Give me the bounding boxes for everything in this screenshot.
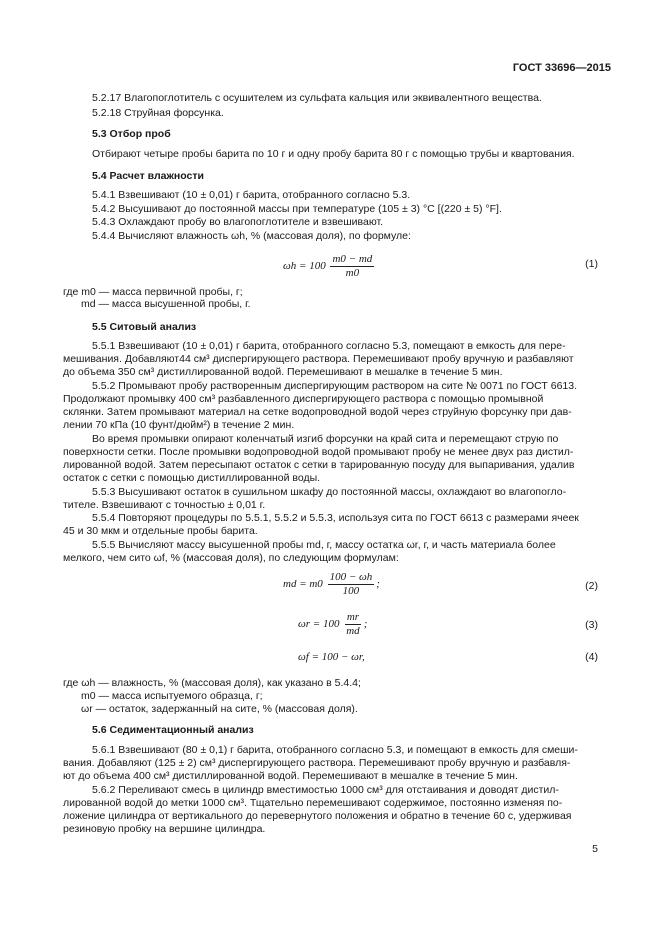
paragraph-line: лении 70 кПа (10 фунт/дюйм²) в течение 2 мин. <box>63 419 295 431</box>
paragraph-line: тителе. Взвешивают с точностью ± 0,01 г. <box>63 499 266 511</box>
document-header: ГОСТ 33696—2015 <box>512 62 611 74</box>
section-title-5-3: 5.3 Отбор проб <box>92 128 171 140</box>
formula-denominator: 100 <box>342 585 360 597</box>
paragraph-line: Во время промывки опирают коленчатый изгиб форсунки на край сита и перемещают струю по <box>92 433 559 445</box>
where-line: где ωh — влажность, % (массовая доля), как указано в 5.4.4; <box>63 677 361 689</box>
formula-lhs: ωh = 100 <box>283 260 326 273</box>
formula-4: ωf = 100 − ωr, <box>298 651 365 663</box>
paragraph-line: 5.5.1 Взвешивают (10 ± 0,01) г барита, отобранного согласно 5.3, помещают в емкость для пере- <box>92 340 566 352</box>
formula-tail: ; <box>363 618 368 631</box>
paragraph-line: мешивания. Добавляют44 см³ диспергирующего раствора. Перемешивают пробу вручную и разбавляют <box>63 353 574 365</box>
section-title-5-4: 5.4 Расчет влажности <box>92 170 204 182</box>
paragraph-line: 5.5.2 Промывают пробу растворенным диспергирующим раствором на сите № 0071 по ГОСТ 6613. <box>92 380 578 392</box>
paragraph-line: 5.4.3 Охлаждают пробу во влагопоглотителе и взвешивают. <box>92 216 384 228</box>
formula-denominator: m0 <box>345 267 360 279</box>
formula-number: (3) <box>585 619 598 631</box>
section-title-5-5: 5.5 Ситовый анализ <box>92 321 197 333</box>
paragraph-line: лированной водой до метки 1000 см³. Тщательно перемешивают содержимое, постоянно изменяя по- <box>63 797 563 809</box>
formula-2 <box>283 571 380 598</box>
paragraph-line: 5.5.3 Высушивают остаток в сушильном шкафу до постоянной массы, охлаждают во влагопогло- <box>92 486 567 498</box>
paragraph-line: мелкого, чем сито ωf, % (массовая доля), по следующим формулам: <box>63 552 399 564</box>
item-5-2-18: 5.2.18 Струйная форсунка. <box>92 107 224 119</box>
paragraph-line: 5.6.1 Взвешивают (80 ± 0,1) г барита, отобранного согласно 5.3, и помещают в емкость для смеши- <box>92 744 578 756</box>
where-line: m0 — масса испытуемого образца, г; <box>81 690 263 702</box>
where-line: md — масса высушенной пробы, г. <box>81 298 251 310</box>
formula-numerator: mr <box>346 611 360 623</box>
paragraph-line: 5.4.1 Взвешивают (10 ± 0,01) г барита, отобранного согласно 5.3. <box>92 189 411 201</box>
formula-3 <box>298 611 367 638</box>
section-5-3-text: Отбирают четыре пробы барита по 10 г и одну пробу барита 80 г с помощью трубы и квартования. <box>92 148 575 160</box>
formula-lhs: md = m0 <box>283 578 323 591</box>
formula-tail: ; <box>376 578 380 591</box>
formula-number: (1) <box>585 258 598 270</box>
paragraph-line: 45 и 30 мкм и отдельные пробы барита. <box>63 525 258 537</box>
where-line: ωr — остаток, задержанный на сите, % (массовая доля). <box>81 703 358 715</box>
formula-numerator: m0 − md <box>332 253 373 265</box>
formula-lhs: ωr = 100 <box>298 618 340 631</box>
where-line: где m0 — масса первичной пробы, г; <box>63 286 243 298</box>
paragraph-line: вания. Добавляют (125 ± 2) см³ диспергирующего раствора. Перемешивают пробу вручную и разбавля- <box>63 757 571 769</box>
paragraph-line: 5.4.4 Вычисляют влажность ωh, % (массовая доля), по формуле: <box>92 230 411 242</box>
paragraph-line: поверхности сетки. После промывки водопроводной водой промывают пробу не менее двух раз дистил- <box>63 446 574 458</box>
paragraph-line: 5.4.2 Высушивают до постоянной массы при температуре (105 ± 3) °С [(220 ± 5) °F]. <box>92 203 502 215</box>
formula-number: (2) <box>585 580 598 592</box>
paragraph-line: 5.5.5 Вычисляют массу высушенной пробы md, г, массу остатка ωr, г, и часть материала более <box>92 539 556 551</box>
paragraph-line: лированной водой. Затем пересыпают остаток с сетки в тарированную посуду для выпаривания, удалив <box>63 459 575 471</box>
paragraph-line: 5.5.4 Повторяют процедуры по 5.5.1, 5.5.2 и 5.5.3, используя сита по ГОСТ 6613 с размерами ячеек <box>92 512 579 524</box>
formula-denominator: md <box>346 625 360 637</box>
formula-fraction <box>330 253 374 280</box>
paragraph-line: склянки. Затем промывают материал на сетке водопроводной водой через струйную форсунку при дав- <box>63 406 572 418</box>
paragraph-line: остаток с сетки с помощью дистиллированной воды. <box>63 472 321 484</box>
paragraph-line: ложение цилиндра от вертикального до перевернутого положения и обратно в течение 60 с, удерживая <box>63 810 572 822</box>
paragraph-line: ют до объема 400 см³ дистиллированной водой. Перемешивают в мешалке в течение 5 мин. <box>63 770 518 782</box>
paragraph-line: резиновую пробку на вершине цилиндра. <box>63 823 266 835</box>
formula-number: (4) <box>585 651 598 663</box>
item-5-2-17: 5.2.17 Влагопоглотитель с осушителем из сульфата кальция или эквивалентного вещества. <box>92 92 542 104</box>
formula-numerator: 100 − ωh <box>329 571 373 583</box>
paragraph-line: 5.6.2 Переливают смесь в цилиндр вместимостью 1000 см³ для отстаивания и доводят дистил- <box>92 784 559 796</box>
formula-fraction <box>344 611 361 638</box>
paragraph-line: до объема 350 см³ дистиллированной водой. Перемешивают в мешалке в течение 5 мин. <box>63 366 503 378</box>
formula-fraction <box>328 571 375 598</box>
formula-1 <box>283 253 376 280</box>
section-title-5-6: 5.6 Седиментационный анализ <box>92 724 254 736</box>
page-number: 5 <box>592 843 598 855</box>
paragraph-line: Продолжают промывку 400 см³ разбавленного диспергирующего раствора с помощью промывной <box>63 393 544 405</box>
